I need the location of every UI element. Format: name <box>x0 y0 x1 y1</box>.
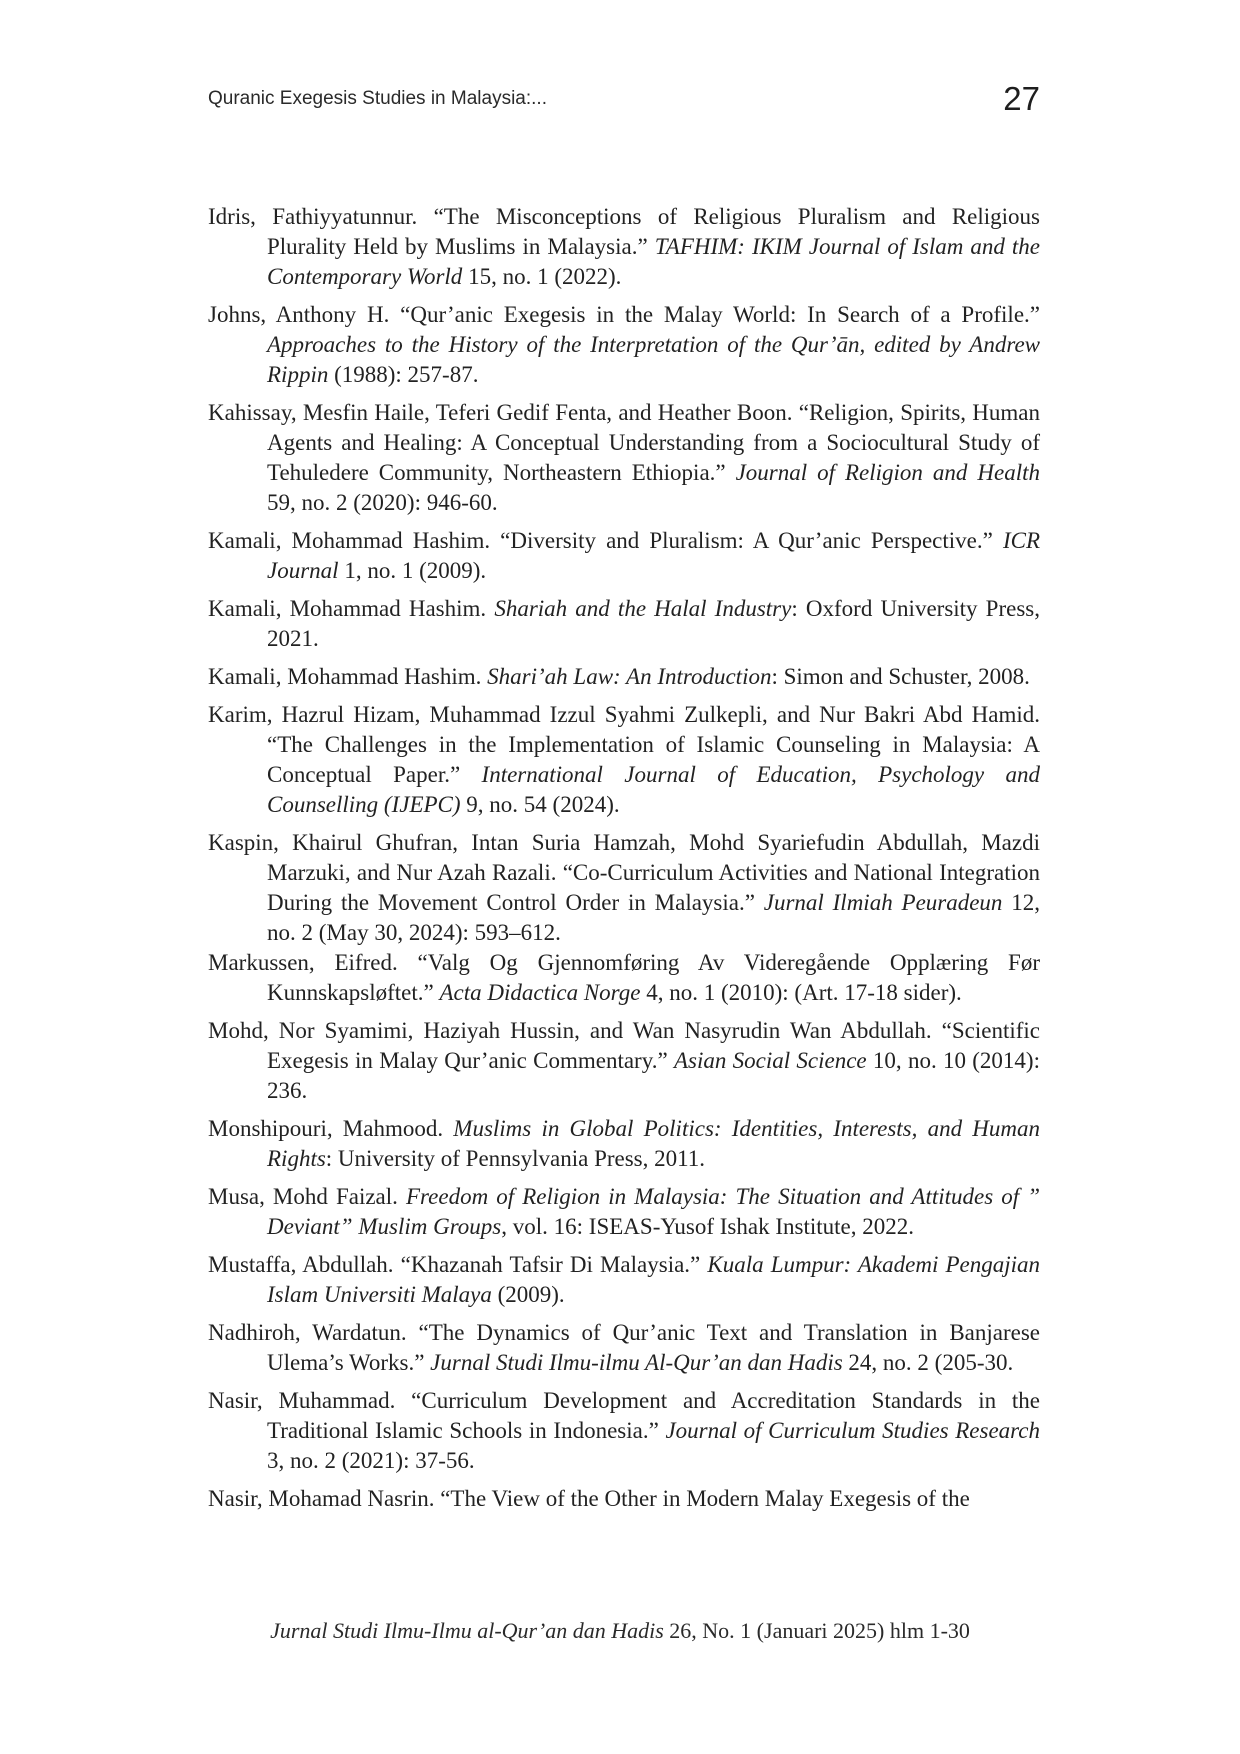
reference-details: 15, no. 1 (2022). <box>462 264 622 289</box>
reference-entry <box>208 700 1040 820</box>
reference-entry <box>208 662 1040 692</box>
reference-text: Johns, Anthony H. “Qur’anic Exegesis in the Malay World: In Search of a Profile.” <box>208 302 1040 327</box>
reference-text: Idris, Fathiyyatunnur. “The Misconceptions of Religious Pluralism and Religious Plurality Held by Muslims in Malaysia.” <box>208 204 1040 259</box>
reference-details: 4, no. 1 (2010): (Art. 17-18 sider). <box>640 980 962 1005</box>
reference-details: : University of Pennsylvania Press, 2011. <box>325 1146 706 1171</box>
reference-title: Jurnal Studi Ilmu-ilmu Al-Qur’an dan Hadis <box>430 1350 843 1375</box>
reference-entry <box>208 828 1040 948</box>
reference-entry <box>208 1250 1040 1310</box>
reference-title: Approaches to the History of the Interpretation of the Qur’ān, edited by Andrew Rippin <box>267 332 1040 387</box>
reference-entry <box>208 1318 1040 1378</box>
reference-details: (1988): 257-87. <box>328 362 479 387</box>
reference-text: Mustaffa, Abdullah. “Khazanah Tafsir Di Malaysia.” <box>208 1252 708 1277</box>
reference-entry <box>208 1484 1040 1514</box>
reference-title: Shariah and the Halal Industry <box>494 596 792 621</box>
footer-issue-info: 26, No. 1 (Januari 2025) hlm 1-30 <box>663 1618 970 1643</box>
reference-list <box>208 202 1040 1522</box>
reference-entry <box>208 594 1040 654</box>
reference-details: : Oxford University Press, 2021. <box>267 596 1040 651</box>
reference-text: Nadhiroh, Wardatun. “The Dynamics of Qur’anic Text and Translation in Banjarese Ulema’s Works.” <box>208 1320 1040 1375</box>
reference-text: Nasir, Muhammad. “Curriculum Development and Accreditation Standards in the Traditional Islamic Schools in Indonesia.” <box>208 1388 1040 1443</box>
reference-title: Muslims in Global Politics: Identities, Interests, and Human Rights <box>267 1116 1041 1171</box>
reference-text: Kamali, Mohammad Hashim. <box>208 596 495 621</box>
reference-entry <box>208 1386 1040 1476</box>
reference-text: Kamali, Mohammad Hashim. <box>208 664 488 689</box>
footer-journal-title: Jurnal Studi Ilmu-Ilmu al-Qur’an dan Hadis <box>270 1618 664 1643</box>
reference-text: Musa, Mohd Faizal. <box>208 1184 406 1209</box>
reference-text: Nasir, Mohamad Nasrin. “The View of the Other in Modern Malay Exegesis of the <box>208 1486 970 1511</box>
page-footer <box>0 1618 1240 1644</box>
reference-entry <box>208 398 1040 518</box>
reference-details: 10, no. 10 (2014): 236. <box>267 1048 1040 1103</box>
running-head: Quranic Exegesis Studies in Malaysia:... <box>208 88 547 109</box>
reference-title: Acta Didactica Norge <box>439 980 641 1005</box>
reference-details: , vol. 16: ISEAS-Yusof Ishak Institute, 2022. <box>501 1214 914 1239</box>
reference-text: Kahissay, Mesfin Haile, Teferi Gedif Fenta, and Heather Boon. “Religion, Spirits, Human Agents and Healing: A Conceptual Understanding from a Sociocultural Study of Tehuledere Community, Northeastern Ethiopia.” <box>208 400 1040 485</box>
reference-text: Kaspin, Khairul Ghufran, Intan Suria Hamzah, Mohd Syariefudin Abdullah, Mazdi Marzuki, and Nur Azah Razali. “Co-Curriculum Activities and National Integration During the Movement Control Order in Malaysia.” <box>208 830 1040 915</box>
reference-details: 59, no. 2 (2020): 946-60. <box>267 490 498 515</box>
reference-title: Journal of Curriculum Studies Research <box>665 1418 1040 1443</box>
reference-title: Freedom of Religion in Malaysia: The Situation and Attitudes of ” Deviant” Muslim Groups <box>267 1184 1040 1239</box>
reference-entry <box>208 300 1040 390</box>
reference-title: International Journal of Education, Psychology and Counselling (IJEPC) <box>267 762 1040 817</box>
reference-title: TAFHIM: IKIM Journal of Islam and the Contemporary World <box>267 234 1040 289</box>
reference-entry <box>208 202 1040 292</box>
reference-entry <box>208 1114 1040 1174</box>
reference-details: (2009). <box>491 1282 565 1307</box>
reference-text: Monshipouri, Mahmood. <box>208 1116 454 1141</box>
reference-title: Jurnal Ilmiah Peuradeun <box>763 890 1003 915</box>
reference-details: 24, no. 2 (205-30. <box>842 1350 1014 1375</box>
reference-entry <box>208 948 1040 1008</box>
reference-text: Mohd, Nor Syamimi, Haziyah Hussin, and Wan Nasyrudin Wan Abdullah. “Scientific Exegesis in Malay Qur’anic Commentary.” <box>208 1018 1040 1073</box>
reference-text: Karim, Hazrul Hizam, Muhammad Izzul Syahmi Zulkepli, and Nur Bakri Abd Hamid. “The Challenges in the Implementation of Islamic Counseling in Malaysia: A Conceptual Paper.” <box>208 702 1040 787</box>
reference-entry <box>208 1182 1040 1242</box>
reference-text: Kamali, Mohammad Hashim. “Diversity and Pluralism: A Qur’anic Perspective.” <box>208 528 1003 553</box>
reference-title: Asian Social Science <box>673 1048 867 1073</box>
page-number: 27 <box>1003 80 1040 117</box>
reference-title: ICR Journal <box>267 528 1040 583</box>
reference-entry <box>208 526 1040 586</box>
reference-title: Shari’ah Law: An Introduction <box>487 664 772 689</box>
reference-details: 3, no. 2 (2021): 37-56. <box>267 1448 475 1473</box>
reference-text: Markussen, Eifred. “Valg Og Gjennomføring Av Videregående Opplæring Før Kunnskapsløftet.” <box>208 950 1040 1005</box>
reference-details: : Simon and Schuster, 2008. <box>771 664 1030 689</box>
reference-details: 12, no. 2 (May 30, 2024): 593–612. <box>267 890 1041 945</box>
reference-entry <box>208 1016 1040 1106</box>
reference-details: 9, no. 54 (2024). <box>460 792 620 817</box>
reference-details: 1, no. 1 (2009). <box>338 558 487 583</box>
reference-title: Journal of Religion and Health <box>735 460 1040 485</box>
reference-title: Kuala Lumpur: Akademi Pengajian Islam Universiti Malaya <box>267 1252 1040 1307</box>
